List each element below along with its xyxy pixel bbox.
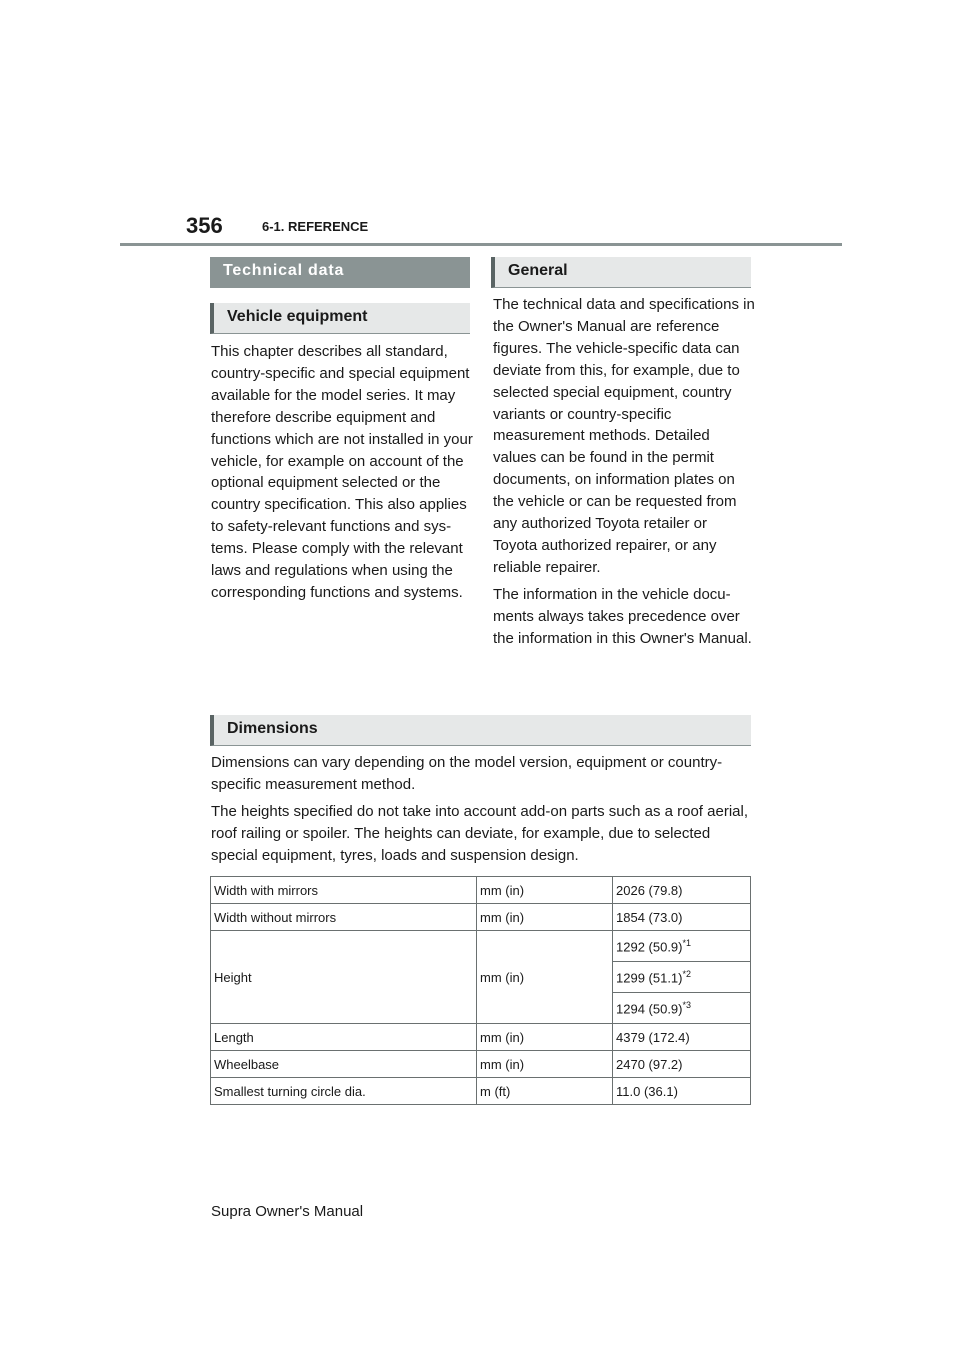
table-cell-unit: mm (in)	[477, 1024, 613, 1051]
table-cell-unit: mm (in)	[477, 931, 613, 1024]
dimensions-text	[211, 752, 756, 872]
chapter-title: 6-1. REFERENCE	[262, 219, 369, 234]
table-cell-label: Width with mirrors	[211, 877, 477, 904]
table-row	[211, 1051, 751, 1078]
table-row	[211, 1024, 751, 1051]
height-value: 1294 (50.9)	[616, 1001, 683, 1017]
table-row	[211, 904, 751, 931]
table-cell-label: Smallest turning circle dia.	[211, 1078, 477, 1105]
table-cell-label: Wheelbase	[211, 1051, 477, 1078]
height-value: 1292 (50.9)	[616, 939, 683, 955]
table-cell-unit: mm (in)	[477, 904, 613, 931]
header-rule	[120, 243, 842, 246]
footnote-marker: *3	[682, 999, 692, 1010]
footnote-marker: *1	[682, 937, 692, 948]
paragraph: This chapter describes all standard, country-specific and special equipment available for the model series. It may therefore describe equipment and functions which are not installed in your vehicle, for example on account of the optional equipment selected or the country specification. This also applies to safety-relevant functions and systems. Please comply with the relevant laws and regulations when using the corresponding functions and systems.	[211, 343, 473, 601]
table-row	[211, 931, 751, 962]
footnote-marker: *2	[682, 968, 692, 979]
table-cell-unit: m (ft)	[477, 1078, 613, 1105]
table-cell-unit: mm (in)	[477, 877, 613, 904]
table-cell-label: Length	[211, 1024, 477, 1051]
paragraph: The heights specified do not take into account add-on parts such as a roof aerial, roof railing or spoiler. The heights can deviate, for example, due to selected special equipment, tyres, loads and suspension design.	[211, 802, 748, 864]
section-heading-general: General	[491, 257, 751, 288]
table-cell-unit: mm (in)	[477, 1051, 613, 1078]
table-cell-label: Width without mirrors	[211, 904, 477, 931]
paragraph: The technical data and specifications in the Owner's Manual are reference figures. The vehicle-specific data can deviate from this, for example, due to selected special equipment, country variants or country-specific measurement methods. Detailed values can be found in the permit documents, on information plates on the vehicle or can be requested from any authorized Toyota retailer or Toyota authorized repairer, or any reliable repairer.	[493, 296, 755, 576]
table-cell-value: 2026 (79.8)	[613, 877, 751, 904]
table-cell-value	[613, 962, 751, 993]
table-cell-value: 2470 (97.2)	[613, 1051, 751, 1078]
general-text	[493, 294, 755, 655]
paragraph: The information in the vehicle documents always takes precedence over the information in this Owner's Manual.	[493, 585, 752, 647]
section-heading-dimensions: Dimensions	[210, 715, 751, 746]
height-value: 1299 (51.1)	[616, 970, 683, 986]
section-heading-technical-data: Technical data	[210, 257, 470, 288]
dimensions-table	[210, 876, 751, 1105]
paragraph: Dimensions can vary depending on the model version, equipment or country-specific measurement method.	[211, 754, 723, 793]
table-row	[211, 877, 751, 904]
page-number: 356	[186, 213, 223, 238]
table-cell-value	[613, 931, 751, 962]
table-cell-label: Height	[211, 931, 477, 1024]
vehicle-equipment-text	[211, 341, 473, 609]
table-row	[211, 1078, 751, 1105]
subsection-heading-vehicle-equipment: Vehicle equipment	[210, 303, 470, 334]
footer-title: Supra Owner's Manual	[211, 1203, 364, 1220]
table-cell-value: 1854 (73.0)	[613, 904, 751, 931]
table-cell-value: 4379 (172.4)	[613, 1024, 751, 1051]
table-cell-value: 11.0 (36.1)	[613, 1078, 751, 1105]
table-cell-value	[613, 993, 751, 1024]
